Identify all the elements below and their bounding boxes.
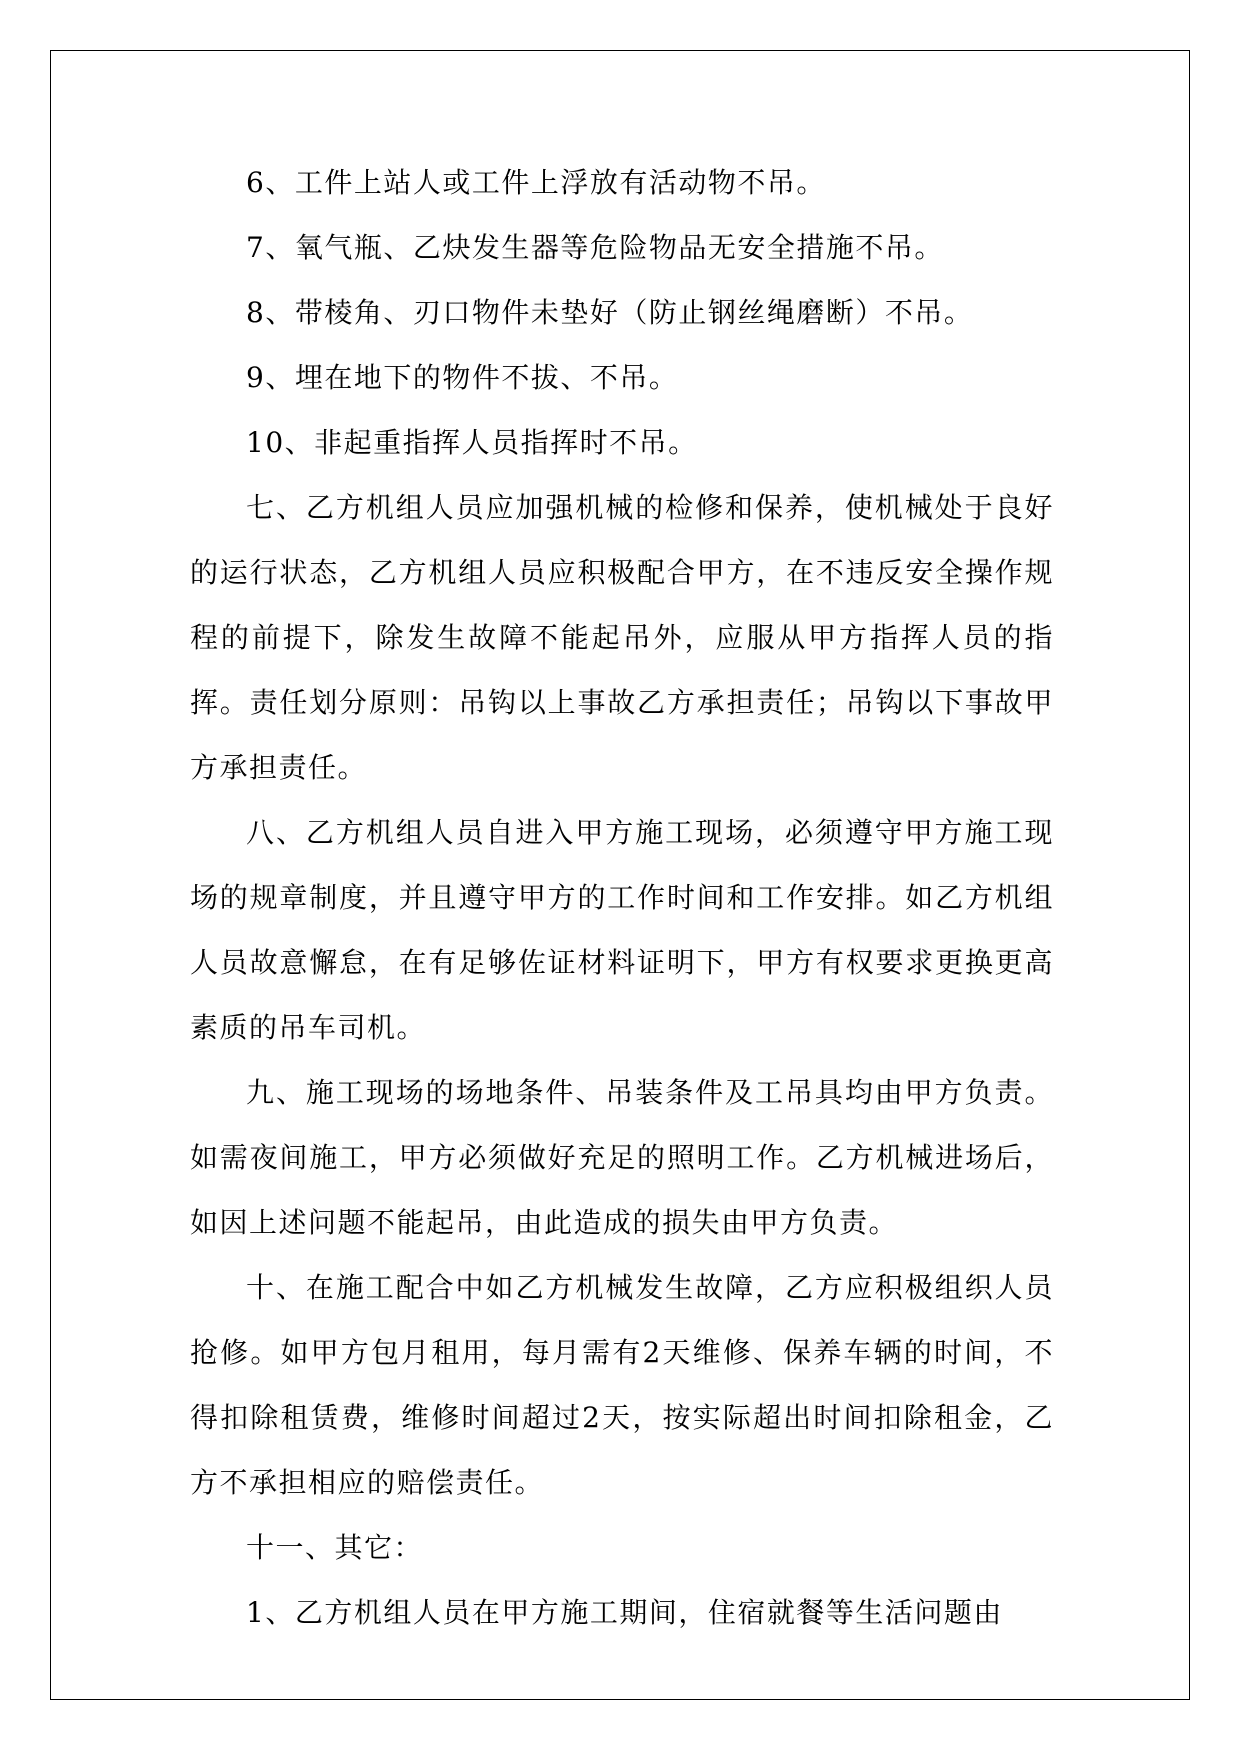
paragraph-item-8: 8、带棱角、刃口物件未垫好（防止钢丝绳磨断）不吊。 bbox=[246, 296, 974, 329]
paragraph-item-9: 9、埋在地下的物件不拔、不吊。 bbox=[246, 361, 679, 394]
paragraph-clause-10: 十、在施工配合中如乙方机械发生故障，乙方应积极组织人员抢修。如甲方包月租用，每月需有2天维修、保养车辆的时间，不得扣除租赁费，维修时间超过2天，按实际超出时间扣除租金，乙方不承担相应的赔偿责任。 bbox=[190, 1271, 1054, 1499]
paragraph-clause-11-item-1: 1、乙方机组人员在甲方施工期间，住宿就餐等生活问题由 bbox=[246, 1596, 1003, 1629]
document-body bbox=[190, 150, 1054, 1645]
paragraph-item-7: 7、氧气瓶、乙炔发生器等危险物品无安全措施不吊。 bbox=[246, 231, 944, 264]
paragraph-clause-11-heading: 十一、其它： bbox=[246, 1531, 424, 1564]
paragraph-clause-7: 七、乙方机组人员应加强机械的检修和保养，使机械处于良好的运行状态，乙方机组人员应积极配合甲方，在不违反安全操作规程的前提下，除发生故障不能起吊外，应服从甲方指挥人员的指挥。责任划分原则：吊钩以上事故乙方承担责任；吊钩以下事故甲方承担责任。 bbox=[190, 491, 1054, 784]
paragraph-clause-9: 九、施工现场的场地条件、吊装条件及工吊具均由甲方负责。如需夜间施工，甲方必须做好充足的照明工作。乙方机械进场后，如因上述问题不能起吊，由此造成的损失由甲方负责。 bbox=[190, 1076, 1054, 1239]
paragraph-item-6: 6、工件上站人或工件上浮放有活动物不吊。 bbox=[246, 166, 826, 199]
paragraph-clause-8: 八、乙方机组人员自进入甲方施工现场，必须遵守甲方施工现场的规章制度，并且遵守甲方的工作时间和工作安排。如乙方机组人员故意懈怠，在有足够佐证材料证明下，甲方有权要求更换更高素质的吊车司机。 bbox=[190, 816, 1054, 1044]
paragraph-item-10: 10、非起重指挥人员指挥时不吊。 bbox=[246, 426, 698, 459]
